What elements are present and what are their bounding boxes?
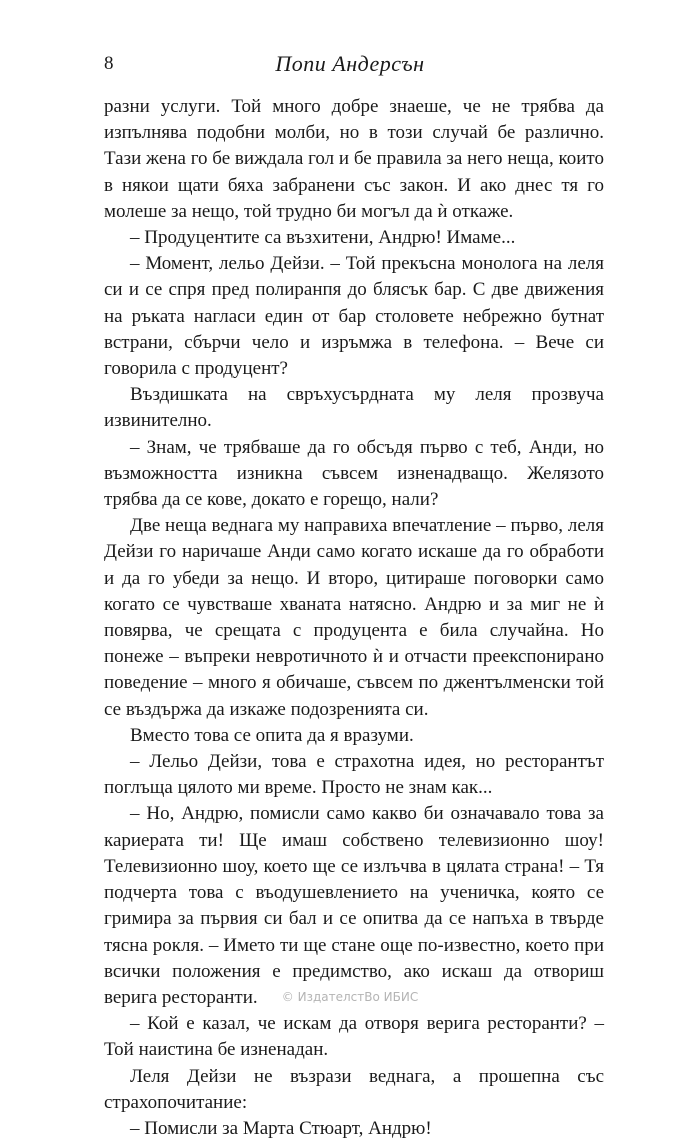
paragraph: – Продуцентите са възхитени, Андрю! Имаме... <box>130 227 516 249</box>
paragraph: Въздишката на свръхусърдната му леля прозвуча извинително. <box>104 384 604 432</box>
paragraph: – Но, Андрю, помисли само какво би означавало това за кариерата ти! Ще имаш собствено телевизионно шоу! Телевизионно шоу, което ще се излъчва в цялата страна! – Тя подчерта това с въодушевлението на ученичка, която се гримира за първия си бал и се опитва да се напъха в твърде тясна рокля. – Името ти ще стане още по-известно, което при всички положения е предимство, ако искаш да отвориш верига ресторанти. <box>104 803 604 1008</box>
paragraph: – Знам, че трябваше да го обсъдя първо с теб, Анди, но възможността изникна съвсем изненадващо. Желязото трябва да се кове, докато е горещо, нали? <box>104 436 604 511</box>
body-text <box>104 94 604 1142</box>
paragraph: – Момент, лельо Дейзи. – Той прекъсна монолога на леля си и се спря пред полиранпя до блясък бар. С две движения на ръката нагласи един от бар столовете небрежно бутнат встрани, сбърчи чело и изръмжа в телефона. – Вече си говорила с продуцент? <box>104 253 604 380</box>
paragraph: – Лельо Дейзи, това е страхотна идея, но ресторантът поглъща цялото ми време. Просто не знам как... <box>104 751 604 799</box>
footer-copyright: © ИздателстВо ИБИС <box>281 990 419 1004</box>
paragraph: – Кой е казал, че искам да отворя верига ресторанти? – Той наистина бе изненадан. <box>104 1013 604 1061</box>
paragraph: Леля Дейзи не възрази веднага, а прошепна със страхопочитание: <box>104 1065 604 1113</box>
paragraph: Вместо това се опита да я вразуми. <box>130 724 414 746</box>
paragraph: – Помисли за Марта Стюарт, Андрю! <box>130 1117 432 1139</box>
running-head-author: Попи Андерсън <box>275 51 425 76</box>
paragraph: Две неща веднага му направиха впечатление – първо, леля Дейзи го наричаше Анди само когато искаше да го обработи и да го убеди за нещо. И второ, цитираше поговорки само когато се чувстваше хваната натясно. Андрю и за миг не ѝ повярва, че срещата с продуцента е била случайна. Но понеже – въпреки невротичното ѝ и отчасти преекспонирано поведение – много я обичаше, съвсем по джентълменски той се въздържа да изкаже подозренията си. <box>104 515 604 720</box>
page-number: 8 <box>104 53 114 74</box>
paragraph: разни услуги. Той много добре знаеше, че не трябва да изпълнява подобни молби, но в този случай бе различно. Тази жена го бе виждала гол и бе правила за него неща, които в някои щати бяха забранени със закон. И ако днес тя го молеше за нещо, той трудно би могъл да ѝ откаже. <box>104 96 604 222</box>
